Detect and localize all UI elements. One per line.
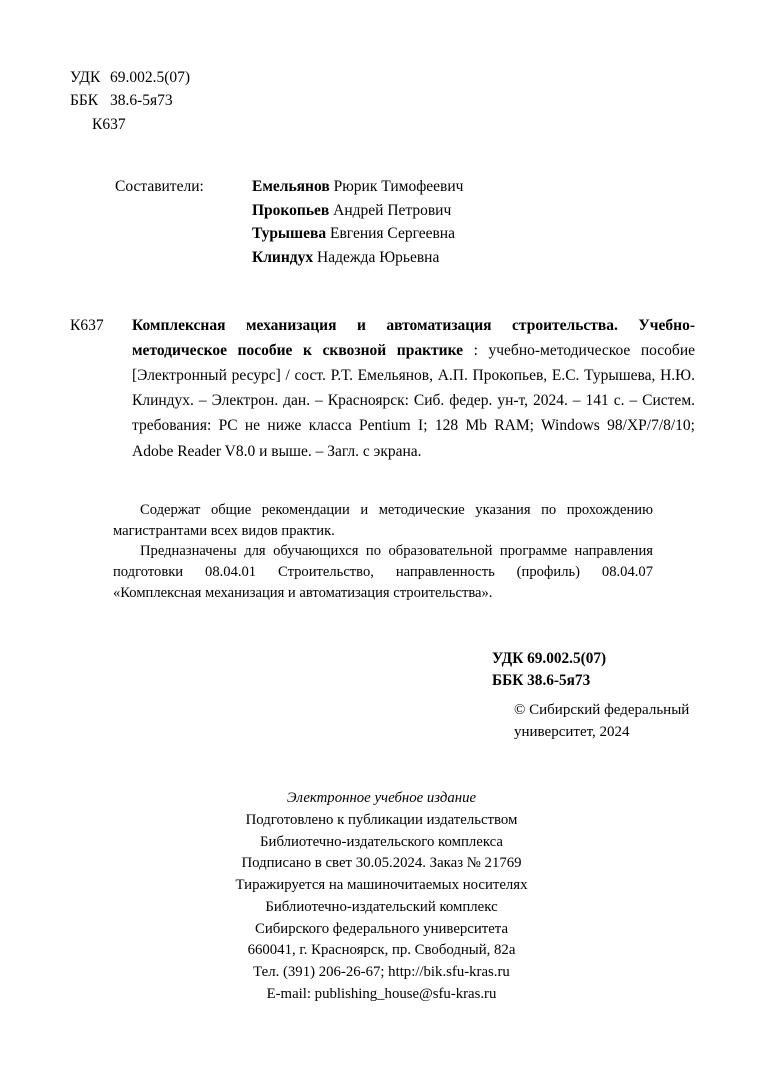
colophon-line: Тел. (391) 206-26-67; http://bik.sfu-kras.ru xyxy=(253,964,510,980)
biblio-title: Комплексная механизация и автоматизация строительства. Учебно-методическое пособие к сквозной практике xyxy=(132,317,695,360)
bbk-row xyxy=(70,89,190,112)
copyright-block xyxy=(514,700,689,744)
annotation-block xyxy=(113,500,653,604)
udk-label: УДК xyxy=(70,69,101,86)
colophon-line: E-mail: publishing_house@sfu-kras.ru xyxy=(266,985,497,1002)
compiler-given: Надежда Юрьевна xyxy=(317,248,440,266)
shelf-mark: К637 xyxy=(92,115,126,133)
compiler-item xyxy=(252,175,463,199)
udk-bottom: УДК 69.002.5(07) xyxy=(492,650,607,667)
annotation-paragraph-1: Содержат общие рекомендации и методические указания по прохождению магистрантами всех видов практик. xyxy=(113,502,653,539)
colophon-block xyxy=(0,788,763,1006)
colophon-line: Сибирского федерального университета xyxy=(254,920,509,937)
compilers-label: Составители: xyxy=(115,178,204,195)
compiler-given: Евгения Сергеевна xyxy=(330,225,455,243)
colophon-line: Библиотечно-издательского комплекса xyxy=(260,833,503,850)
colophon-line: Библиотечно-издательский комплекс xyxy=(265,898,498,915)
compiler-surname: Емельянов xyxy=(252,178,330,195)
compiler-surname: Прокопьев xyxy=(252,201,330,219)
shelf-row xyxy=(70,113,190,136)
compiler-item xyxy=(252,199,463,223)
colophon-line: Тиражируется на машиночитаемых носителях xyxy=(235,877,528,893)
bbk-label: ББК xyxy=(70,92,99,110)
colophon-line: Подготовлено к публикации издательством xyxy=(245,811,518,828)
compiler-item xyxy=(252,246,463,270)
compilers-block xyxy=(115,175,463,269)
biblio-imprint: : учебно-методическое пособие [Электронный ресурс] / сост. Р.Т. Емельянов, А.П. Прокопьев, Е.С. Турышева, Н.Ю. Клиндух. – Электрон. дан. – Красноярск: Сиб. федер. ун-т, 2024. – 141 с. – Систем. требования: PC не ниже класса Pentium I; 128 Mb RAM; Windows 98/XP/7/8/10; Adobe Reader V8.0 и выше. – Загл. с экрана. xyxy=(132,342,695,460)
compiler-given: Андрей Петрович xyxy=(333,201,452,219)
biblio-shelf-mark: К637 xyxy=(70,317,104,334)
classification-codes xyxy=(70,66,190,136)
copyright-line-1: © Сибирский федеральный xyxy=(514,702,690,718)
colophon-heading: Электронное учебное издание xyxy=(286,790,477,806)
annotation-paragraph-2: Предназначены для обучающихся по образовательной программе направления подготовки 08.04.01 Строительство, направленность (профиль) 08.04.07 «Комплексная механизация и автоматизация строительства». xyxy=(113,543,653,601)
bbk-value: 38.6-5я73 xyxy=(110,92,173,110)
udk-row xyxy=(70,66,190,89)
bbk-bottom: ББК 38.6-5я73 xyxy=(492,672,591,690)
compiler-surname: Клиндух xyxy=(252,248,314,266)
compiler-item xyxy=(252,222,463,246)
classification-codes-bottom xyxy=(492,648,606,692)
udk-value: 69.002.5(07) xyxy=(110,69,191,86)
compiler-given: Рюрик Тимофеевич xyxy=(333,178,464,195)
colophon-line: 660041, г. Красноярск, пр. Свободный, 82а xyxy=(247,942,516,959)
compiler-surname: Турышева xyxy=(252,225,327,243)
bibliographic-description xyxy=(70,313,695,464)
copyright-line-2: университет, 2024 xyxy=(514,723,630,740)
biblio-body xyxy=(132,313,695,464)
colophon-line: Подписано в свет 30.05.2024. Заказ № 21769 xyxy=(241,855,522,872)
compilers-list xyxy=(252,175,463,269)
